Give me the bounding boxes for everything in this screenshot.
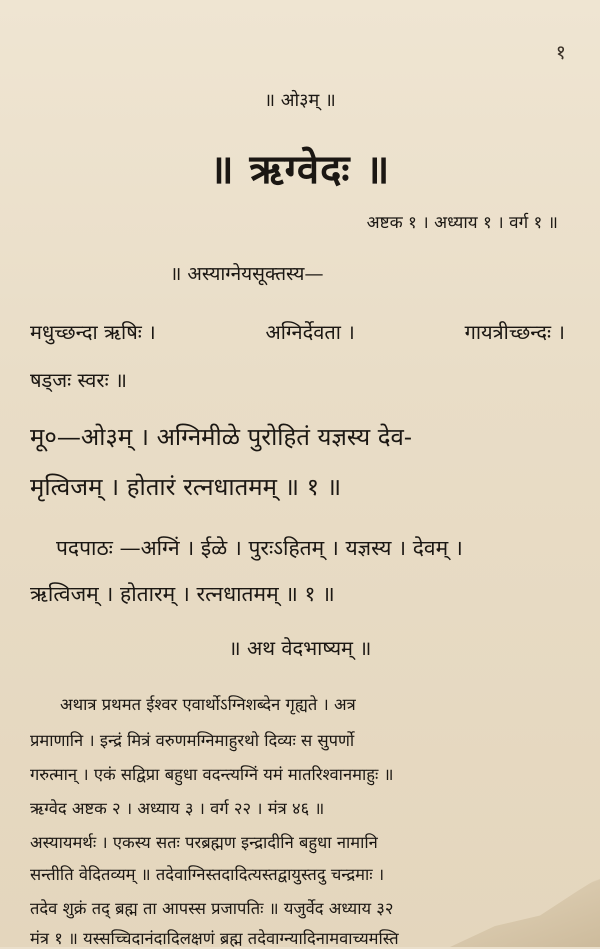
prose-line: मंत्र १ ॥ यस्सच्चिदानंदादिलक्षणं ब्रह्म तदेवाग्न्यादिनामवाच्यमस्ति [30,929,399,948]
section-reference: अष्टक १ । अध्याय १ । वर्ग १ ॥ [366,213,558,233]
padapatha-line-2: ऋत्विजम् । होतारम् । रत्नधातमम् ॥ १ ॥ [30,582,335,606]
padapatha-line-1: पदपाठः —अग्निं । ईळे । पुरःऽहितम् । यज्ञस्य । देवम् । [56,536,463,560]
svara-line: षड्जः स्वरः ॥ [30,368,127,392]
sukta-heading: ॥ अस्याग्नेयसूक्तस्य— [170,263,324,285]
mantra-line-2: मृत्विजम् । होतारं रत्नधातमम् ॥ १ ॥ [30,473,342,501]
om-invocation: ॥ ओ३म् ॥ [264,90,336,111]
prose-line: प्रमाणानि । इन्द्रं मित्रं वरुणमग्निमाहुरथो दिव्यः स सुपर्णो [30,731,355,750]
mantra-line-1: मू०—ओ३म् । अग्निमीळे पुरोहितं यज्ञस्य देव- [30,423,412,451]
prose-line: गरुत्मान् । एकं सद्विप्रा बहुधा वदन्त्यग्निं यमं मातरिश्वानमाहुः ॥ [30,765,394,784]
prose-line: अथात्र प्रथमत ईश्वर एवार्थोऽग्निशब्देन गृह्यते । अत्र [60,695,356,714]
devata-text: अग्निर्देवता । [265,320,355,344]
page-number: १ [555,40,566,64]
prose-line: ऋग्वेद अष्टक २ । अध्याय ३ । वर्ग २२ । मंत्र ४६ ॥ [30,799,325,818]
chhanda-text: गायत्रीच्छन्दः । [464,320,565,344]
bhashya-heading: ॥ अथ वेदभाष्यम् ॥ [228,636,372,660]
page-title: ॥ ऋग्वेदः ॥ [209,146,391,193]
rishi-text: मधुच्छन्दा ऋषिः । [30,320,156,344]
prose-line: अस्यायमर्थः । एकस्य सतः परब्रह्मण इन्द्रादीनि बहुधा नामानि [30,833,378,852]
prose-line: सन्तीति वेदितव्यम् ॥ तदेवाग्निस्तदादित्यस्तद्वायुस्तदु चन्द्रमाः । [30,865,385,884]
rishi-devata-chhanda-line [30,318,565,345]
prose-line: तदेव शुक्रं तद् ब्रह्म ता आपस्स प्रजापतिः ॥ यजुर्वेद अध्याय ३२ [30,899,394,918]
